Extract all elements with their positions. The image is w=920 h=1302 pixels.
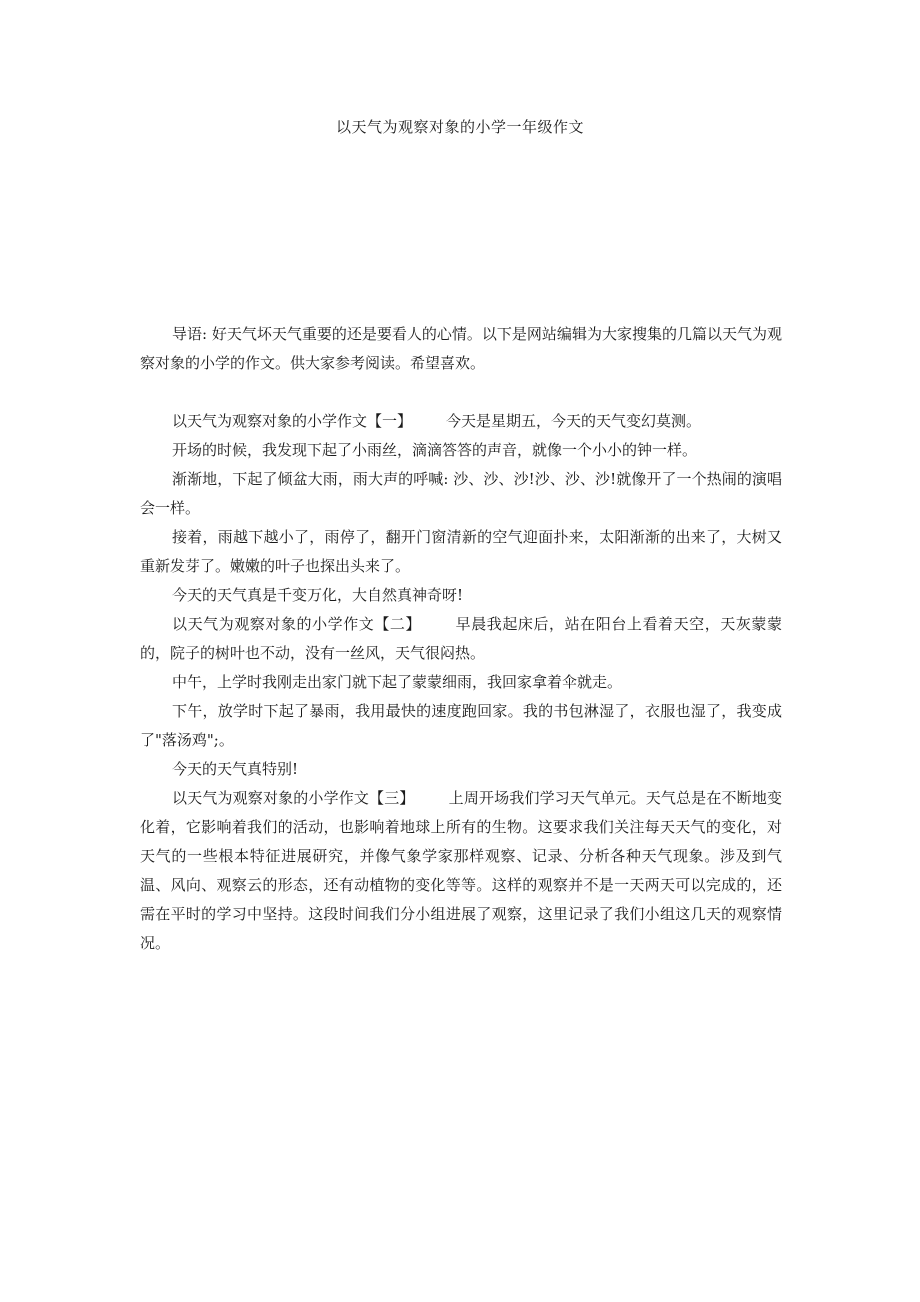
- document-body: [140, 320, 782, 958]
- essay-1-paragraph: 接着，雨越下越小了，雨停了，翻开门窗清新的空气迎面扑来，太阳渐渐的出来了，大树又重新发芽了。嫩嫩的叶子也探出头来了。: [140, 528, 782, 575]
- essay-1-paragraph: 今天的天气真是千变万化，大自然真神奇呀!: [172, 586, 464, 604]
- essay-1-paragraph: 渐渐地，下起了倾盆大雨，雨大声的呼喊: 沙、沙、沙!沙、沙、沙!就像开了一个热闹的演唱会一样。: [140, 470, 782, 517]
- essay-3-heading: 以天气为观察对象的小学作文【三】: [172, 789, 415, 807]
- essay-2-paragraph: 今天的天气真特别!: [172, 760, 299, 778]
- paragraph-spacer: [140, 378, 782, 407]
- essay-1-heading: 以天气为观察对象的小学作文【一】: [172, 412, 413, 430]
- essay-1-heading-paragraph: [140, 407, 782, 436]
- intro-paragraph: 导语: 好天气坏天气重要的还是要看人的心情。以下是网站编辑为大家搜集的几篇以天气为观察对象的小学的作文。供大家参考阅读。希望喜欢。: [140, 325, 782, 372]
- essay-3-opening: 上周开场我们学习天气单元。天气总是在不断地变化着，它影响着我们的活动，也影响着地球上所有的生物。这要求我们关注每天天气的变化，对天气的一些根本特征进展研究，并像气象学家那样观察、记录、分析各种天气现象。涉及到气温、风向、观察云的形态，还有动植物的变化等等。这样的观察并不是一天两天可以完成的，还需在平时的学习中坚持。这段时间我们分小组进展了观察，这里记录了我们小组这几天的观察情况。: [140, 789, 782, 952]
- essay-2-paragraph: 中午，上学时我刚走出家门就下起了蒙蒙细雨，我回家拿着伞就走。: [172, 673, 623, 691]
- essay-2-heading-paragraph: [140, 610, 782, 668]
- document-title: 以天气为观察对象的小学一年级作文: [335, 118, 584, 136]
- essay-1-paragraph: 开场的时候，我发现下起了小雨丝，滴滴答答的声音，就像一个小小的钟一样。: [172, 441, 698, 459]
- essay-2-paragraph: 下午，放学时下起了暴雨，我用最快的速度跑回家。我的书包淋湿了，衣服也湿了，我变成了"落汤鸡";。: [140, 702, 782, 749]
- essay-3-heading-paragraph: [140, 784, 782, 958]
- essay-2-heading: 以天气为观察对象的小学作文【二】: [172, 615, 422, 633]
- essay-1-opening: 今天是星期五，今天的天气变幻莫测。: [446, 412, 702, 430]
- essay-2-opening: 早晨我起床后，站在阳台上看着天空，天灰蒙蒙的，院子的树叶也不动，没有一丝风，天气很闷热。: [140, 615, 782, 662]
